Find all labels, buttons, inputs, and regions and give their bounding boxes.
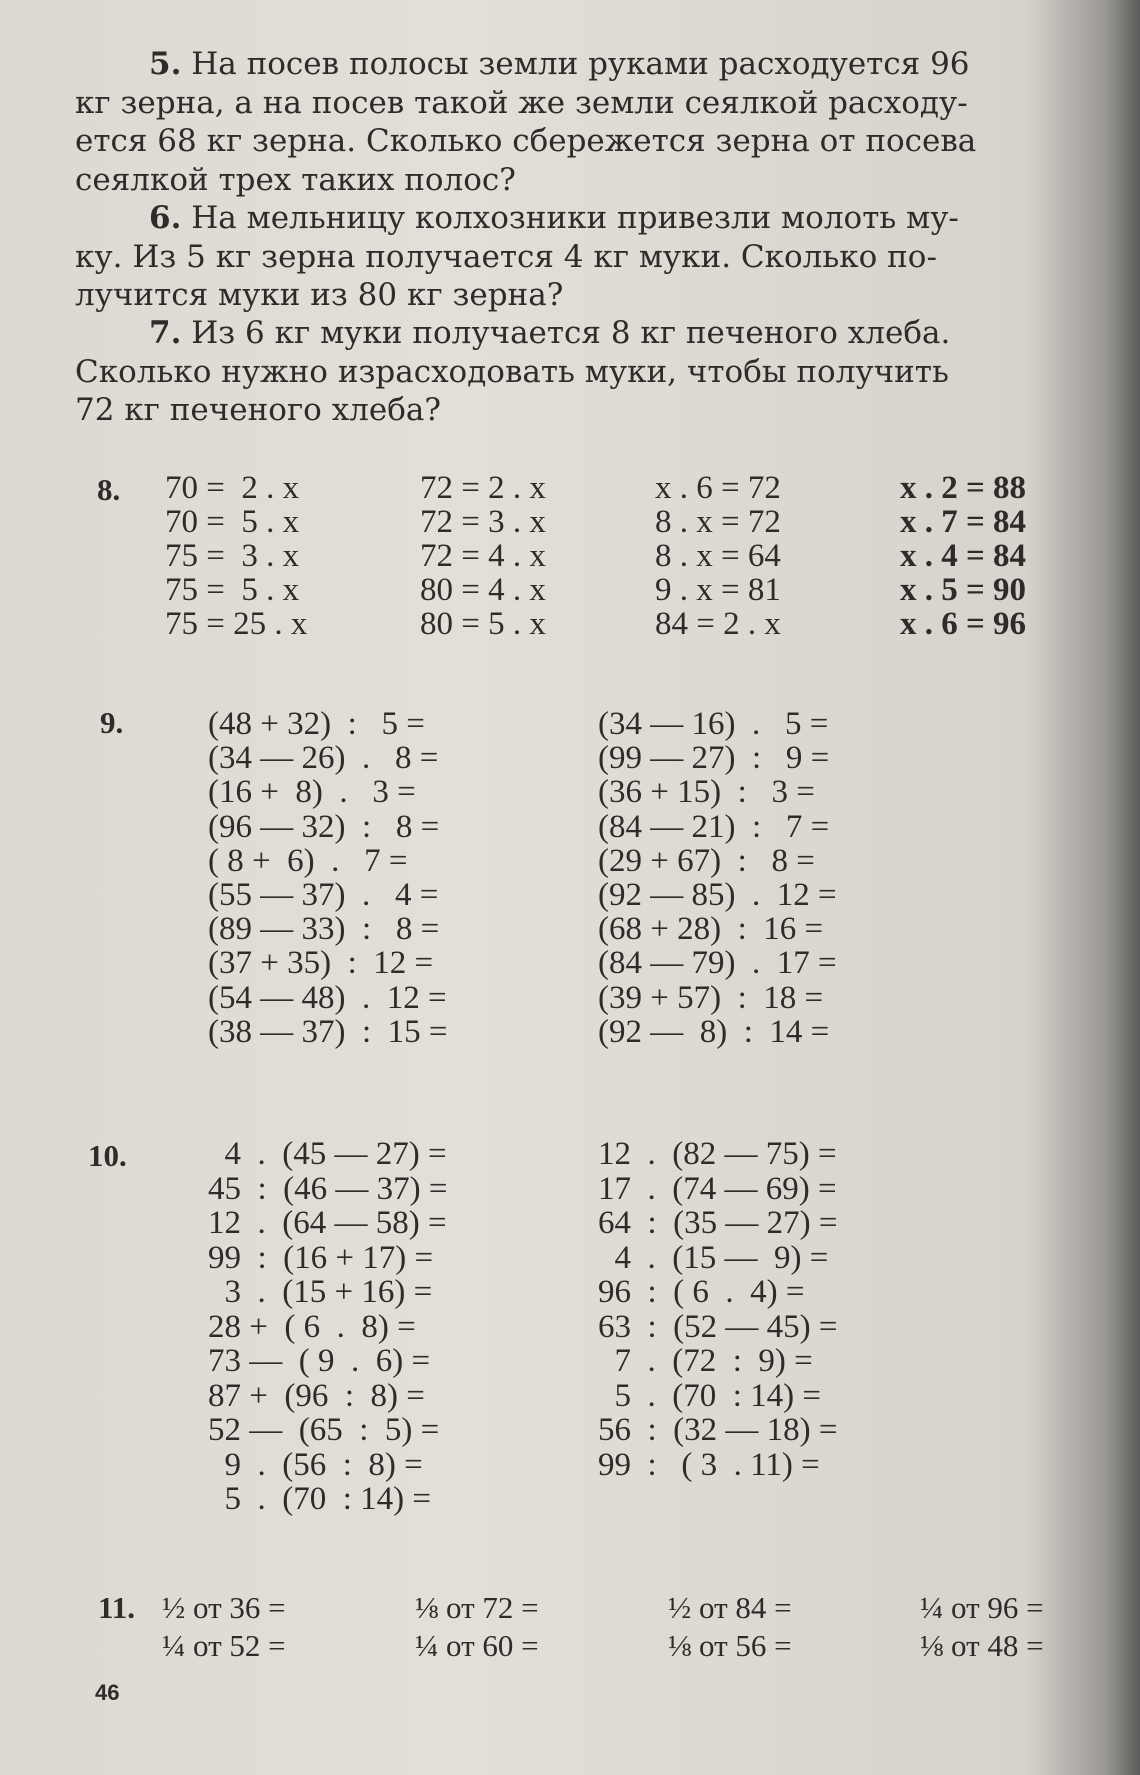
problem-6 (75, 199, 1075, 315)
exercise-item: (68 + 28) : 16 = (598, 911, 824, 948)
exercise-item: 75 = 5 . x (165, 572, 300, 608)
exercise-item: 7 . (72 : 9) = (598, 1343, 813, 1379)
exercise-item: (96 — 32) : 8 = (208, 808, 440, 845)
exercise-item: x . 6 = 72 (655, 470, 781, 506)
problem-text: сеялкой трех таких полос? (75, 161, 516, 198)
problem-text: 72 кг печеного хлеба? (75, 392, 441, 428)
exercise-item: 87 + (96 : 8) = (208, 1377, 425, 1414)
exercise-item: 56 : (32 — 18) = (598, 1412, 838, 1448)
problem-number: 7. (149, 315, 182, 351)
problem-text: ется 68 кг зерна. Сколько сбережется зерна от посева (75, 123, 977, 159)
exercise-item: ⅛ от 56 = (668, 1628, 792, 1663)
exercise-item: ¼ от 60 = (415, 1628, 539, 1663)
exercise-item: (29 + 67) : 8 = (598, 842, 815, 879)
exercise-item: (37 + 35) : 12 = (208, 945, 434, 982)
exercise-item: ( 8 + 6) . 7 = (208, 842, 408, 879)
exercise-item: 45 : (46 — 37) = (208, 1170, 448, 1207)
exercise-item: 9 . (56 : 8) = (208, 1446, 423, 1483)
exercise-item: 75 = 25 . x (165, 606, 308, 642)
exercise-9-number: 9. (100, 705, 124, 740)
exercise-item: 12 . (82 — 75) = (598, 1136, 837, 1172)
exercise-item: (39 + 57) : 18 = (598, 979, 824, 1016)
exercise-11-number: 11. (98, 1590, 136, 1625)
page-number: 46 (95, 1680, 120, 1705)
exercise-item: 17 . (74 — 69) = (598, 1170, 837, 1207)
problem-text: Из 6 кг муки получается 8 кг печеного хлеба. (181, 315, 951, 351)
exercise-item: (38 — 37) : 15 = (208, 1013, 448, 1050)
problem-text: На мельницу колхозники привезли молоть му- (181, 200, 959, 236)
exercise-item: x . 7 = 84 (900, 504, 1027, 540)
problem-number: 6. (149, 200, 182, 236)
exercise-item: (92 — 85) . 12 = (598, 877, 837, 913)
exercise-item: 52 — (65 : 5) = (208, 1412, 440, 1448)
problem-text: кг зерна, а на посев такой же земли сеялкой расходу- (75, 84, 968, 121)
problem-5 (75, 45, 1075, 199)
exercise-item: 70 = 2 . x (165, 470, 300, 506)
exercise-8-number: 8. (97, 472, 121, 507)
problem-text: На посев полосы земли руками расходуется 96 (181, 46, 970, 82)
exercise-item: x . 6 = 96 (900, 606, 1027, 642)
exercise-item: (84 — 79) . 17 = (598, 945, 837, 982)
exercise-item: (84 — 21) : 7 = (598, 808, 830, 845)
exercise-item: 4 . (15 — 9) = (598, 1239, 829, 1276)
problem-7 (75, 314, 1075, 430)
exercise-item: 99 : (16 + 17) = (208, 1239, 434, 1276)
exercise-item: 84 = 2 . x (655, 606, 781, 642)
exercise-item: 28 + ( 6 . 8) = (208, 1308, 416, 1345)
exercise-item: 9 . x = 81 (655, 572, 781, 608)
exercise-item: (36 + 15) : 3 = (598, 774, 815, 811)
exercise-item: ½ от 84 = (668, 1590, 792, 1625)
exercise-item: ⅛ от 72 = (415, 1590, 539, 1625)
exercise-item: 73 — ( 9 . 6) = (208, 1343, 431, 1379)
exercise-item: 72 = 2 . x (420, 470, 546, 506)
exercise-item: 96 : ( 6 . 4) = (598, 1274, 805, 1310)
exercise-item: (34 — 16) . 5 = (598, 706, 829, 742)
exercise-item: (92 — 8) : 14 = (598, 1013, 830, 1050)
exercise-item: (48 + 32) : 5 = (208, 706, 425, 742)
exercise-item: x . 4 = 84 (900, 538, 1027, 574)
exercise-item: (16 + 8) . 3 = (208, 774, 416, 811)
exercise-item: (99 — 27) : 9 = (598, 740, 830, 777)
exercise-item: 3 . (15 + 16) = (208, 1274, 433, 1310)
exercise-item: 80 = 4 . x (420, 572, 546, 608)
problem-text: ку. Из 5 кг зерна получается 4 кг муки. Сколько по- (75, 238, 937, 275)
exercise-item: 72 = 3 . x (420, 504, 546, 540)
exercise-item: 70 = 5 . x (165, 504, 300, 540)
exercise-item: 72 = 4 . x (420, 538, 546, 574)
problem-number: 5. (149, 46, 182, 82)
exercise-item: 12 . (64 — 58) = (208, 1205, 447, 1241)
exercise-item: (34 — 26) . 8 = (208, 740, 439, 777)
exercise-item: 8 . x = 64 (655, 538, 781, 574)
exercise-item: x . 2 = 88 (900, 470, 1027, 506)
exercise-item: (55 — 37) . 4 = (208, 877, 439, 913)
exercise-item: ⅛ от 48 = (920, 1628, 1044, 1663)
exercise-item: ¼ от 52 = (162, 1628, 286, 1663)
problem-text: лучится муки из 80 кг зерна? (75, 277, 564, 313)
exercise-item: 64 : (35 — 27) = (598, 1205, 838, 1241)
exercise-item: 4 . (45 — 27) = (208, 1136, 447, 1172)
exercise-item: 99 : ( 3 . 11) = (598, 1446, 820, 1483)
exercise-item: ¼ от 96 = (920, 1590, 1044, 1625)
exercise-item: 5 . (70 : 14) = (208, 1481, 432, 1517)
exercise-item: (54 — 48) . 12 = (208, 979, 447, 1016)
exercise-item: (89 — 33) : 8 = (208, 911, 440, 948)
exercise-10-number: 10. (88, 1138, 127, 1173)
problem-text: Сколько нужно израсходовать муки, чтобы получить (75, 353, 949, 390)
exercise-item: x . 5 = 90 (900, 572, 1027, 608)
exercise-item: 8 . x = 72 (655, 504, 781, 540)
exercise-item: 80 = 5 . x (420, 606, 546, 642)
exercise-item: 63 : (52 — 45) = (598, 1308, 838, 1345)
exercise-item: 5 . (70 : 14) = (598, 1377, 822, 1414)
exercise-item: ½ от 36 = (162, 1590, 286, 1625)
exercise-item: 75 = 3 . x (165, 538, 300, 574)
